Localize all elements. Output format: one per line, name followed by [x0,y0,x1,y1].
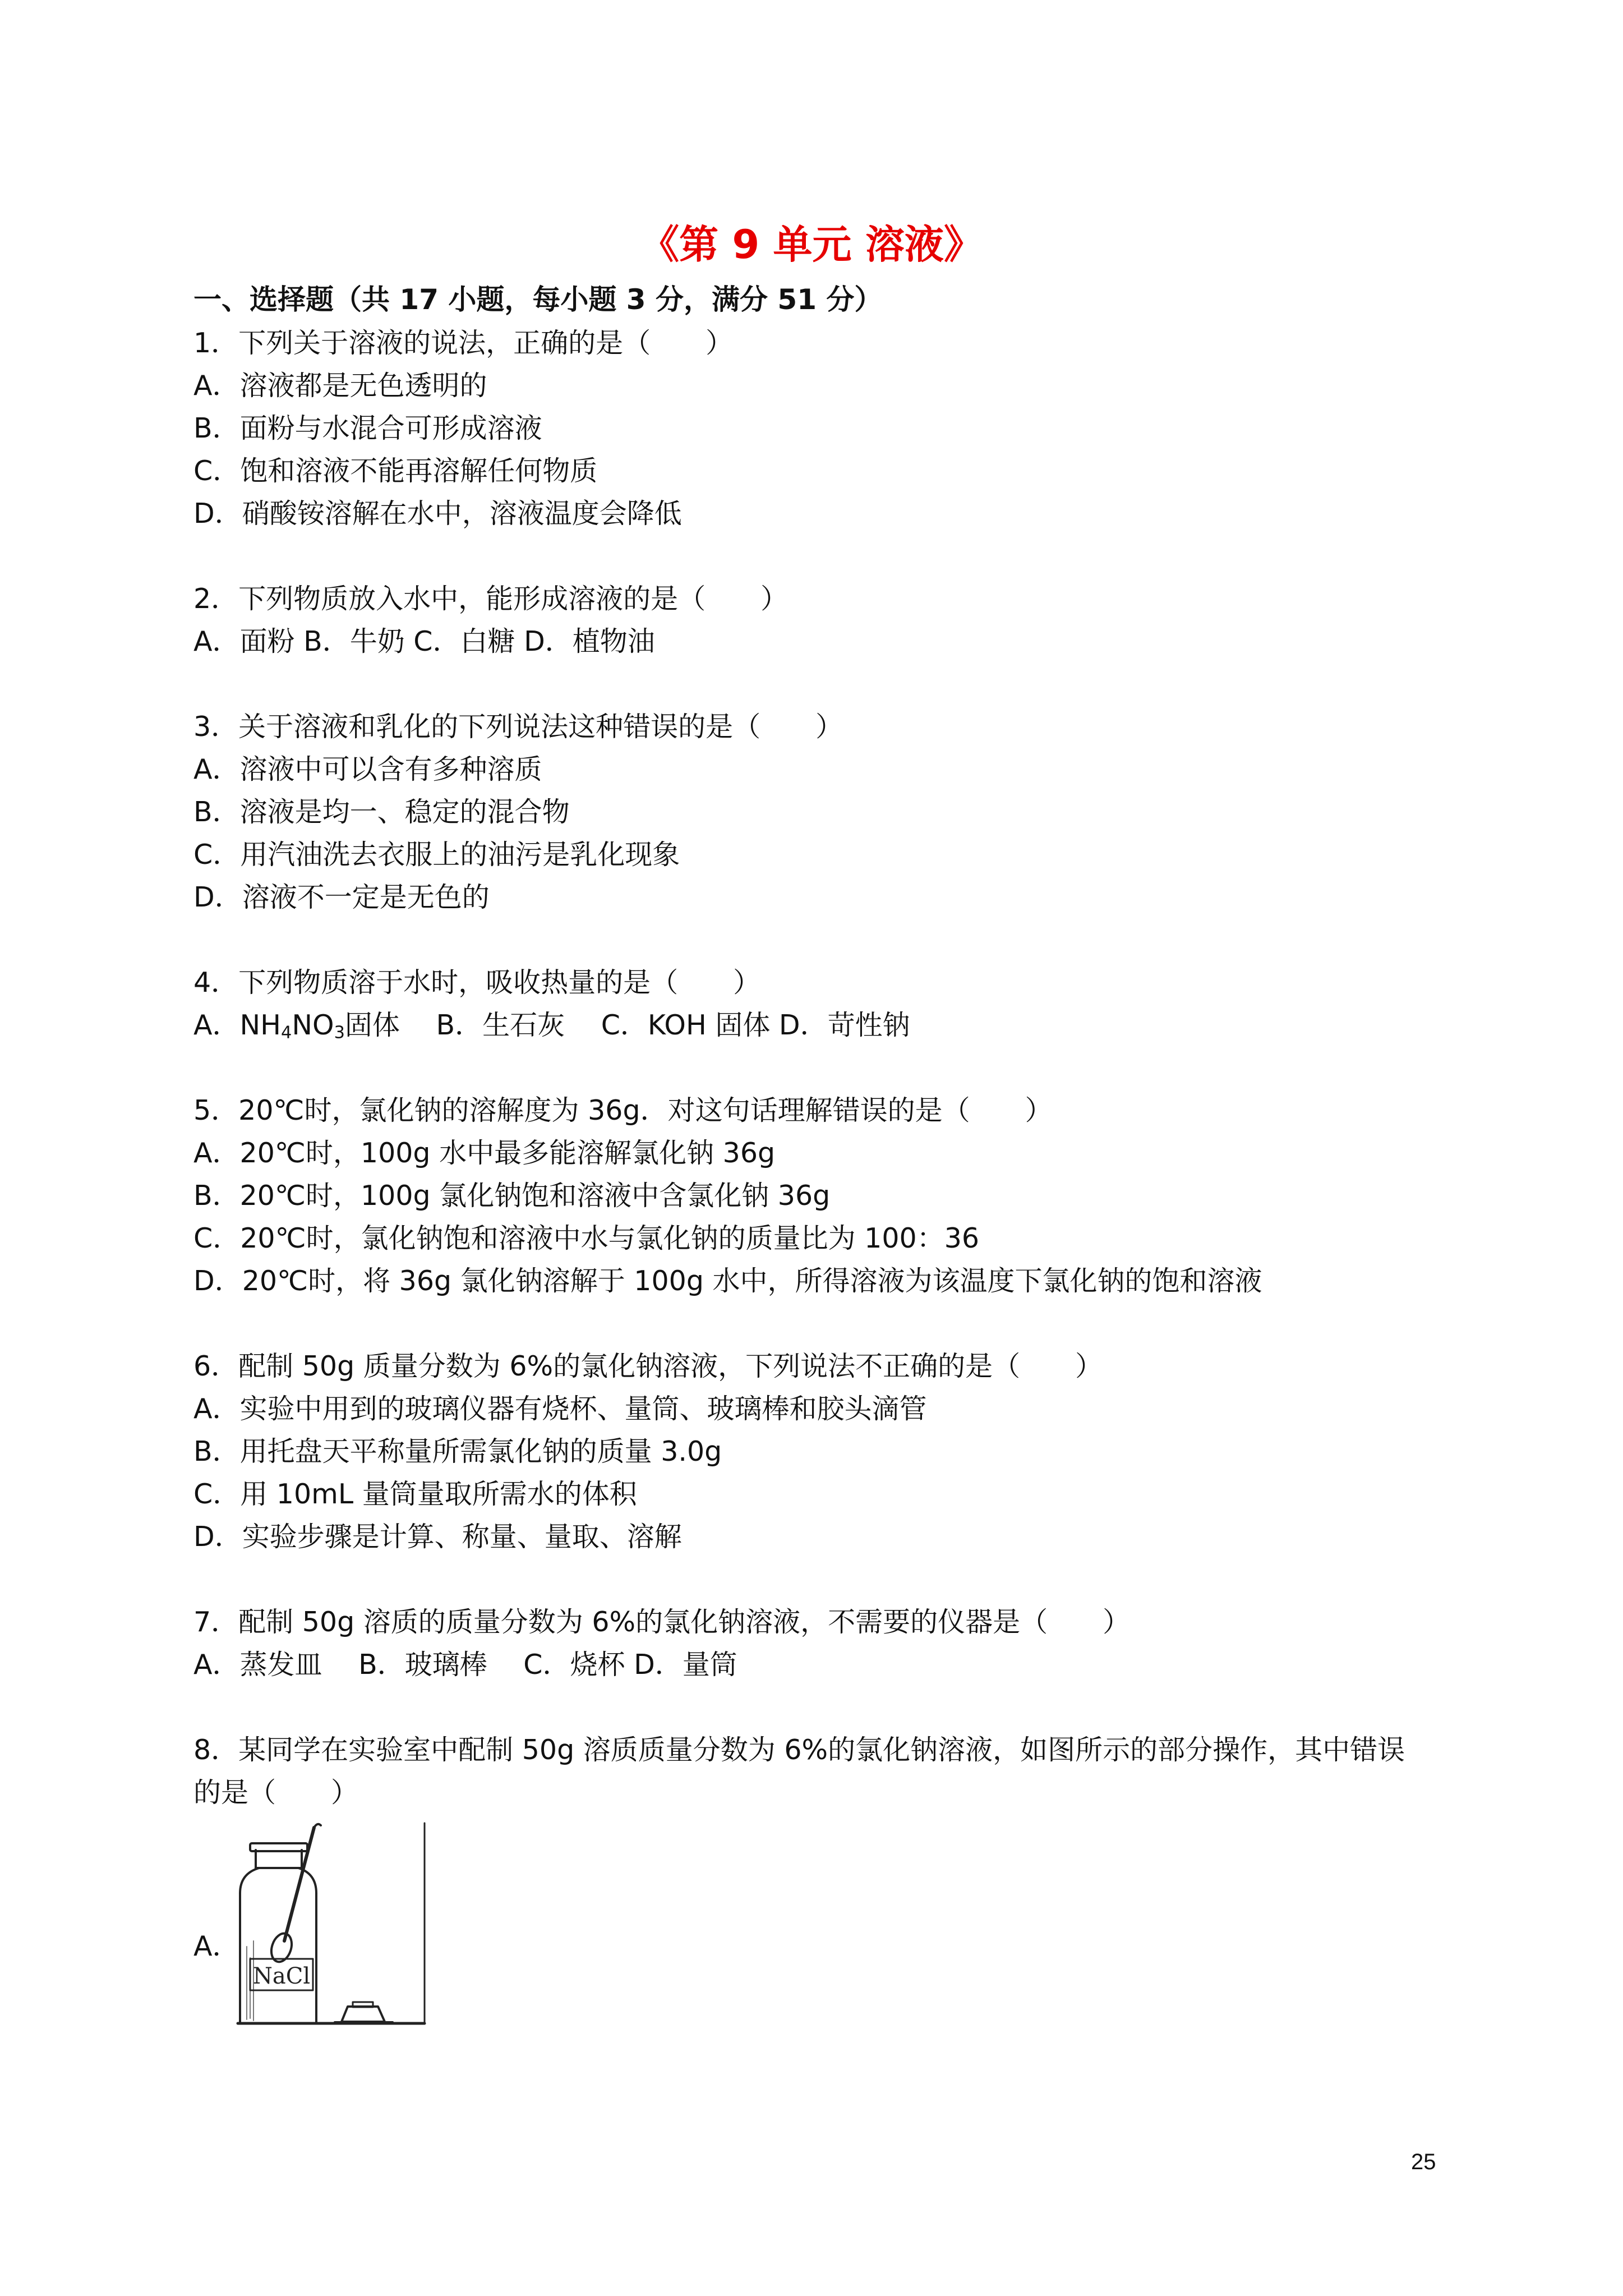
question-8-stem-line-1: 8．某同学在实验室中配制 50g 溶质质量分数为 6%的氯化钠溶液，如图所示的部分操作，其中错误 [193,1734,1405,1766]
question-2-options: A．面粉 B．牛奶 C．白糖 D．植物油 [193,625,655,657]
question-8-option-a-label: A． [193,1930,240,1962]
option-a-formula: NO [292,1009,334,1041]
question-4-stem: 4．下列物质溶于水时，吸收热量的是（ ） [193,967,761,999]
question-1-option-c: C．饱和溶液不能再溶解任何物质 [193,455,598,487]
question-1-option-d: D．硝酸铵溶解在水中，溶液温度会降低 [193,498,682,530]
question-6-option-b: B．用托盘天平称量所需氯化钠的质量 3.0g [193,1435,722,1467]
question-7-options: A．蒸发皿 B．玻璃棒 C．烧杯 D．量筒 [193,1649,737,1681]
option-a-text: A．NH [193,1009,282,1041]
question-5-option-a: A．20℃时，100g 水中最多能溶解氯化钠 36g [193,1137,776,1169]
question-1-stem: 1．下列关于溶液的说法，正确的是（ ） [193,327,734,359]
question-2-stem: 2．下列物质放入水中，能形成溶液的是（ ） [193,583,789,615]
question-8-stem-line-2: 的是（ ） [193,1777,359,1809]
subscript-4: 4 [281,1023,292,1043]
question-1-option-b: B．面粉与水混合可形成溶液 [193,412,542,444]
question-5-option-c: C．20℃时，氯化钠饱和溶液中水与氯化钠的质量比为 100：36 [193,1222,980,1254]
section-heading: 一、选择题（共 17 小题，每小题 3 分，满分 51 分） [193,283,883,316]
question-3-option-b: B．溶液是均一、稳定的混合物 [193,796,570,828]
page-number: 25 [1411,2150,1436,2174]
nacl-label: NaCl [252,1963,311,1989]
question-3-option-a: A．溶液中可以含有多种溶质 [193,753,542,785]
question-4-options [193,1009,910,1042]
subscript-3: 3 [334,1023,345,1043]
question-7-stem: 7．配制 50g 溶质的质量分数为 6%的氯化钠溶液，不需要的仪器是（ ） [193,1606,1131,1638]
question-5-option-b: B．20℃时，100g 氯化钠饱和溶液中含氯化钠 36g [193,1180,831,1212]
question-6-option-d: D．实验步骤是计算、称量、量取、溶解 [193,1521,682,1553]
question-5-stem: 5．20℃时，氯化钠的溶解度为 36g．对这句话理解错误的是（ ） [193,1094,1053,1126]
question-1-option-a: A．溶液都是无色透明的 [193,370,487,402]
reagent-bottle-figure [192,1812,427,2047]
option-a-suffix: 固体 [344,1009,400,1041]
question-6-option-c: C．用 10mL 量筒量取所需水的体积 [193,1478,637,1510]
question-6-stem: 6．配制 50g 质量分数为 6%的氯化钠溶液，下列说法不正确的是（ ） [193,1350,1103,1382]
question-3-option-d: D．溶液不一定是无色的 [193,881,490,913]
options-rest: B．生石灰 C．KOH 固体 D．苛性钠 [399,1009,910,1041]
question-3-option-c: C．用汽油洗去衣服上的油污是乳化现象 [193,839,680,871]
question-6-option-a: A．实验中用到的玻璃仪器有烧杯、量筒、玻璃棒和胶头滴管 [193,1393,927,1425]
page-title: 《第 9 单元 溶液》 [640,222,983,268]
question-3-stem: 3．关于溶液和乳化的下列说法这种错误的是（ ） [193,711,843,743]
question-5-option-d: D．20℃时，将 36g 氯化钠溶解于 100g 水中，所得溶液为该温度下氯化钠的饱和溶液 [193,1265,1262,1297]
